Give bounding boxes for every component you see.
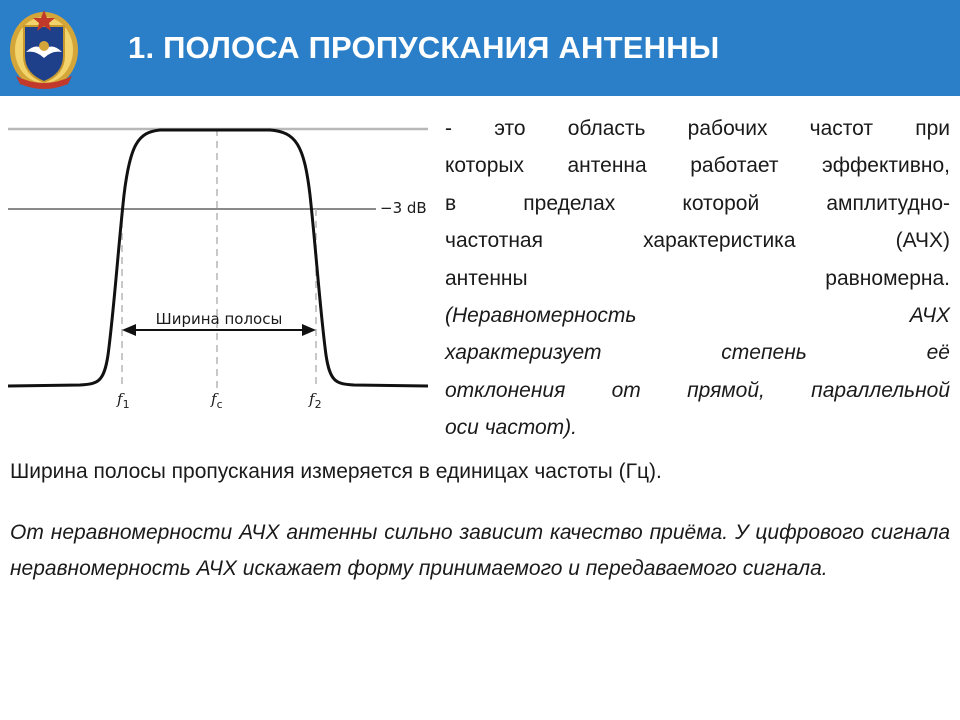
- arrow-head-left: [122, 324, 136, 336]
- definition-italic: отклонения от прямой, параллельной: [445, 378, 950, 402]
- definition-line: - это область рабочих частот при: [445, 117, 950, 140]
- definition-text: [445, 110, 950, 447]
- header-bar: [0, 0, 960, 96]
- university-emblem-icon: [6, 6, 82, 90]
- definition-italic: характеризует степень её: [445, 341, 950, 365]
- definition-line: частотная характеристика (АЧХ): [445, 229, 950, 253]
- tick-f1: $f_1$: [117, 390, 130, 411]
- quality-paragraph: От неравномерности АЧХ антенны сильно зависит качество приёма. У цифрового сигнала неравномерность АЧХ искажает форму принимаемого и передаваемого сигнала.: [10, 521, 950, 580]
- definition-line: которых антенна работает эффективно,: [445, 154, 950, 178]
- frequency-response-curve: [8, 130, 428, 386]
- bandwidth-diagram: [0, 100, 440, 430]
- definition-italic: оси частот).: [445, 416, 577, 440]
- definition-line: [445, 409, 950, 446]
- definition-line: антенны равномерна.: [445, 266, 950, 290]
- definition-line: [445, 372, 950, 409]
- definition-line: в пределах которой амплитудно-: [445, 191, 950, 215]
- page-title: 1. ПОЛОСА ПРОПУСКАНИЯ АНТЕННЫ: [128, 30, 720, 65]
- definition-italic: (Неравномерность АЧХ: [445, 304, 950, 328]
- tick-fc: $f_c$: [211, 390, 223, 411]
- definition-line: [445, 334, 950, 371]
- units-paragraph: Ширина полосы пропускания измеряется в единицах частоты (Гц).: [10, 460, 662, 483]
- bandwidth-label: Ширина полосы: [155, 310, 283, 328]
- tick-f2: $f_2$: [309, 390, 322, 411]
- level-label: −3 dB: [380, 199, 427, 217]
- arrow-head-right: [302, 324, 316, 336]
- definition-line: [445, 297, 950, 334]
